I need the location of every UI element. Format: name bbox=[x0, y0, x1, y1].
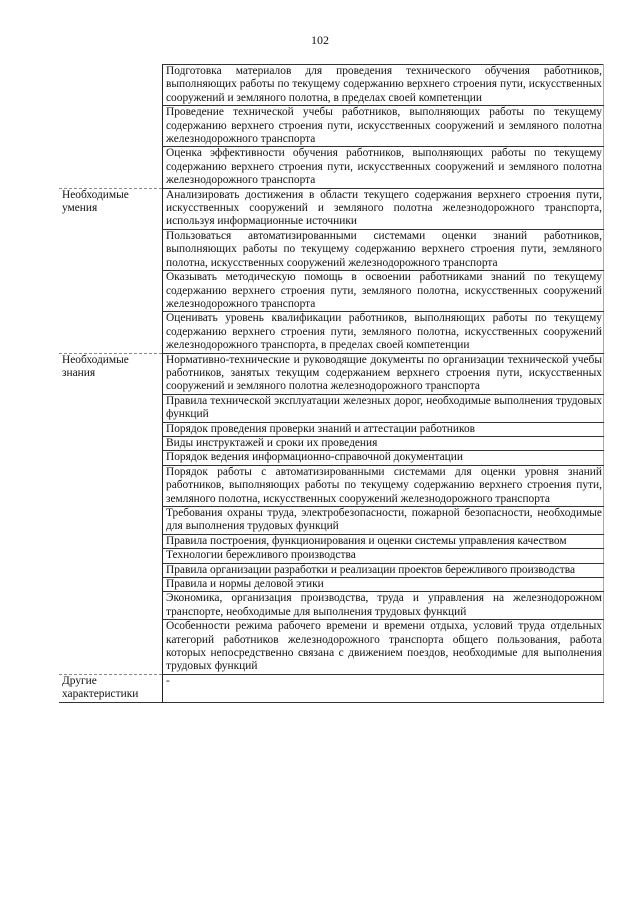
requirement-item: Пользоваться автоматизированными системами оценки знаний работников, выполняющих работы по текущему содержанию верхнего строения пути, земляного полотна, искусственных сооружений железнодорожного транспорта bbox=[163, 229, 604, 270]
requirement-item: Правила технической эксплуатации железных дорог, необходимые выполнения трудовых функций bbox=[163, 394, 604, 422]
requirement-item: Правила и нормы деловой этики bbox=[163, 578, 604, 592]
requirement-item: Оценивать уровень квалификации работников, выполняющих работы по текущему содержанию верхнего строения пути, земляного полотна, искусственных сооружений железнодорожного транспорта, в пределах своей компетенции bbox=[163, 312, 604, 353]
requirement-item: Требования охраны труда, электробезопасности, пожарной безопасности, необходимые для выполнения трудовых функций bbox=[163, 507, 604, 535]
competency-table-body bbox=[59, 65, 604, 703]
table-row bbox=[59, 674, 604, 702]
requirement-item: Анализировать достижения в области текущего содержания верхнего строения пути, искусственных сооружений и земляного полотна железнодорожного транспорта, используя информационные источники bbox=[163, 188, 604, 229]
requirement-item: Правила организации разработки и реализации проектов бережливого производства bbox=[163, 563, 604, 577]
table-row bbox=[59, 353, 604, 394]
requirement-item: Правила построения, функционирования и оценки системы управления качеством bbox=[163, 534, 604, 548]
section-label: Другие характеристики bbox=[59, 674, 163, 702]
page-number: 102 bbox=[311, 33, 329, 47]
requirement-item: Порядок проведения проверки знаний и аттестации работников bbox=[163, 422, 604, 436]
section-label: Необходимые знания bbox=[59, 353, 163, 674]
requirement-item: Нормативно-технические и руководящие документы по организации технической учебы работников, занятых текущим содержанием верхнего строения пути, искусственных сооружений и земляного полотна железнодорожного транспорта bbox=[163, 353, 604, 394]
requirement-item: Оценка эффективности обучения работников, выполняющих работы по текущему содержанию верхнего строения пути, искусственных сооружений и земляного полотна железнодорожного транспорта bbox=[163, 147, 604, 188]
requirement-item: Порядок работы с автоматизированными системами для оценки уровня знаний работников, выполняющих работы по текущему содержанию верхнего строения пути, земляного полотна, искусственных сооружений железнодорожного транспорта bbox=[163, 465, 604, 506]
requirement-item: - bbox=[163, 674, 604, 702]
requirement-item: Экономика, организация производства, труда и управления на железнодорожном транспорте, необходимые для выполнения трудовых функций bbox=[163, 592, 604, 620]
section-label: Необходимые умения bbox=[59, 188, 163, 353]
table-row bbox=[59, 188, 604, 229]
requirement-item: Оказывать методическую помощь в освоении работниками знаний по текущему содержанию верхнего строения пути, земляного полотна, искусственных сооружений железнодорожного транспорта bbox=[163, 271, 604, 312]
table-row bbox=[59, 65, 604, 106]
requirement-item: Подготовка материалов для проведения технического обучения работников, выполняющих работы по текущему содержанию верхнего строения пути, искусственных сооружений и земляного полотна, в пределах своей компетенции bbox=[163, 65, 604, 106]
requirement-item: Особенности режима рабочего времени и времени отдыха, условий труда отдельных категорий работников железнодорожного транспорта общего пользования, работа которых непосредственно связана с движением поездов, необходимые для выполнения трудовых функций bbox=[163, 620, 604, 675]
requirement-item: Технологии бережливого производства bbox=[163, 549, 604, 563]
requirement-item: Проведение технической учебы работников, выполняющих работы по текущему содержанию верхнего строения пути, искусственных сооружений и земляного полотна железнодорожного транспорта bbox=[163, 106, 604, 147]
section-label bbox=[59, 65, 163, 189]
competency-table bbox=[59, 64, 604, 703]
requirement-item: Виды инструктажей и сроки их проведения bbox=[163, 436, 604, 450]
requirement-item: Порядок ведения информационно-справочной документации bbox=[163, 451, 604, 465]
